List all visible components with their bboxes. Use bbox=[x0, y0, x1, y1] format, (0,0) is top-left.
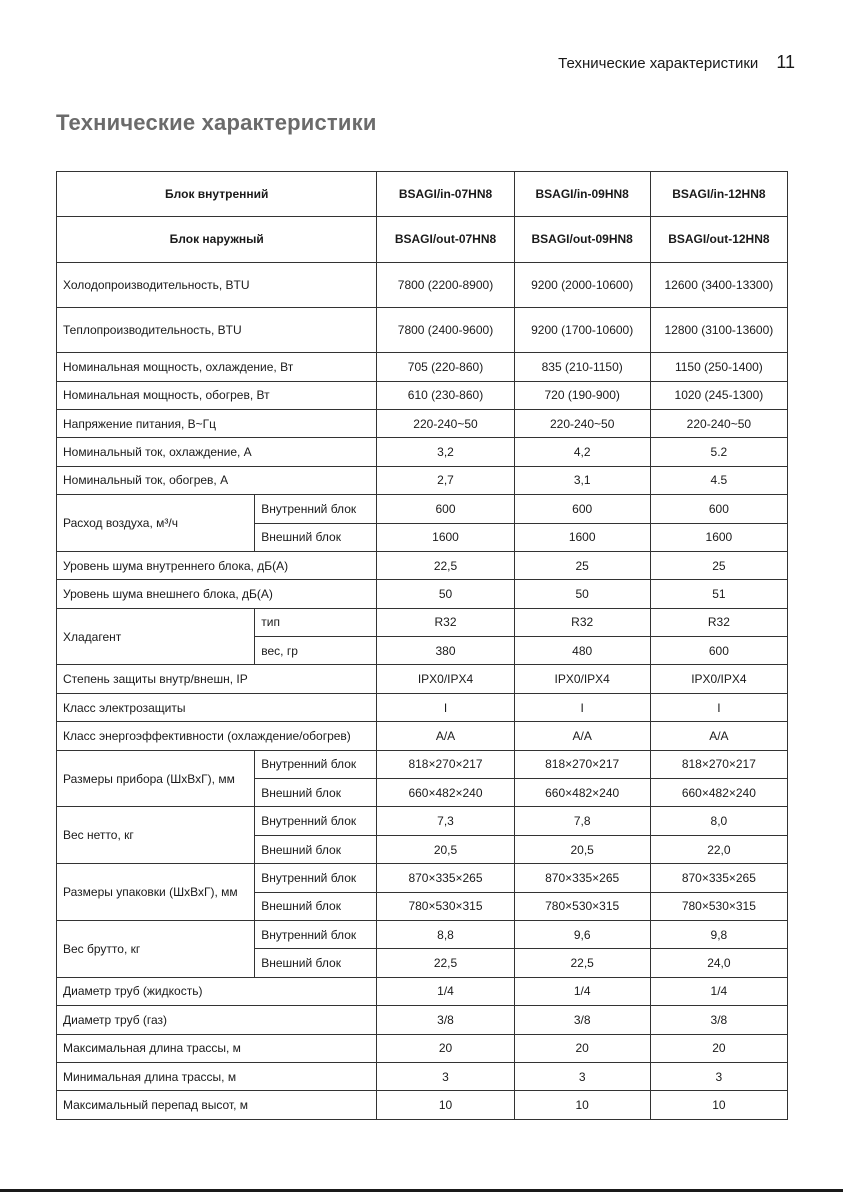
row-value: 12600 (3400-13300) bbox=[650, 262, 787, 307]
row-value: 3/8 bbox=[377, 1006, 514, 1034]
row-value: 780×530×315 bbox=[377, 892, 514, 920]
spec-row-dimensions-indoor bbox=[57, 750, 788, 778]
spec-row-noise-outdoor bbox=[57, 580, 788, 608]
spec-row-noise-indoor bbox=[57, 551, 788, 579]
row-value: 51 bbox=[650, 580, 787, 608]
row-value: 1020 (245-1300) bbox=[650, 381, 787, 409]
row-value: 24,0 bbox=[650, 949, 787, 977]
row-value: 9200 (1700-10600) bbox=[514, 307, 650, 352]
sub-row-label: Внутренний блок bbox=[255, 495, 377, 523]
row-value: 25 bbox=[650, 551, 787, 579]
row-value: 3 bbox=[650, 1062, 787, 1090]
row-value: A/A bbox=[514, 722, 650, 750]
row-value: 1/4 bbox=[514, 977, 650, 1005]
row-value: 3/8 bbox=[514, 1006, 650, 1034]
row-value: 8,8 bbox=[377, 921, 514, 949]
row-value: 600 bbox=[514, 495, 650, 523]
row-value: 1/4 bbox=[650, 977, 787, 1005]
spec-row-voltage bbox=[57, 409, 788, 437]
spec-row-airflow-indoor bbox=[57, 495, 788, 523]
row-value: 3 bbox=[377, 1062, 514, 1090]
row-value: 20,5 bbox=[377, 835, 514, 863]
row-value: 600 bbox=[650, 495, 787, 523]
row-label: Минимальная длина трассы, м bbox=[57, 1062, 377, 1090]
sub-row-label: Внешний блок bbox=[255, 523, 377, 551]
row-value: 2,7 bbox=[377, 466, 514, 494]
row-value: 1600 bbox=[377, 523, 514, 551]
row-value: 8,0 bbox=[650, 807, 787, 835]
row-label: Диаметр труб (жидкость) bbox=[57, 977, 377, 1005]
row-label: Класс энергоэффективности (охлаждение/обогрев) bbox=[57, 722, 377, 750]
spec-row-refrigerant-type bbox=[57, 608, 788, 636]
row-label: Максимальный перепад высот, м bbox=[57, 1091, 377, 1119]
spec-row-current-heating bbox=[57, 466, 788, 494]
row-value: 22,5 bbox=[377, 551, 514, 579]
row-value: 835 (210-1150) bbox=[514, 353, 650, 381]
spec-row-power-heating bbox=[57, 381, 788, 409]
row-value: 600 bbox=[377, 495, 514, 523]
row-value: 480 bbox=[514, 637, 650, 665]
row-label: Расход воздуха, м³/ч bbox=[57, 495, 255, 552]
spec-row-pipe-liquid bbox=[57, 977, 788, 1005]
spec-table bbox=[56, 171, 788, 1120]
row-value: IPX0/IPX4 bbox=[514, 665, 650, 693]
row-value: R32 bbox=[650, 608, 787, 636]
row-value: 705 (220-860) bbox=[377, 353, 514, 381]
row-value: 660×482×240 bbox=[650, 779, 787, 807]
row-label: Холодопроизводительность, BTU bbox=[57, 262, 377, 307]
row-label: Номинальный ток, охлаждение, А bbox=[57, 438, 377, 466]
row-value: 3,2 bbox=[377, 438, 514, 466]
row-value: 20 bbox=[377, 1034, 514, 1062]
sub-row-label: вес, гр bbox=[255, 637, 377, 665]
spec-row-cooling-capacity bbox=[57, 262, 788, 307]
sub-row-label: Внешний блок bbox=[255, 779, 377, 807]
row-value: 610 (230-860) bbox=[377, 381, 514, 409]
row-value: 3/8 bbox=[650, 1006, 787, 1034]
row-value: 660×482×240 bbox=[514, 779, 650, 807]
row-value: 10 bbox=[650, 1091, 787, 1119]
indoor-model-07: BSAGI/in-07HN8 bbox=[377, 172, 514, 217]
indoor-unit-header: Блок внутренний bbox=[57, 172, 377, 217]
row-label: Вес брутто, кг bbox=[57, 921, 255, 978]
spec-row-energy-class bbox=[57, 722, 788, 750]
spec-row-net-weight-indoor bbox=[57, 807, 788, 835]
row-label: Размеры упаковки (ШхВхГ), мм bbox=[57, 864, 255, 921]
row-value: 22,5 bbox=[514, 949, 650, 977]
outdoor-models-row bbox=[57, 217, 788, 262]
row-label: Номинальная мощность, охлаждение, Вт bbox=[57, 353, 377, 381]
spec-row-package-indoor bbox=[57, 864, 788, 892]
row-value: 9,8 bbox=[650, 921, 787, 949]
outdoor-model-09: BSAGI/out-09HN8 bbox=[514, 217, 650, 262]
row-label: Размеры прибора (ШхВхГ), мм bbox=[57, 750, 255, 807]
row-value: 9,6 bbox=[514, 921, 650, 949]
row-value: R32 bbox=[514, 608, 650, 636]
row-value: 3 bbox=[514, 1062, 650, 1090]
row-label: Диаметр труб (газ) bbox=[57, 1006, 377, 1034]
row-value: 818×270×217 bbox=[650, 750, 787, 778]
row-value: 1150 (250-1400) bbox=[650, 353, 787, 381]
row-value: 25 bbox=[514, 551, 650, 579]
row-value: 870×335×265 bbox=[514, 864, 650, 892]
row-value: IPX0/IPX4 bbox=[377, 665, 514, 693]
row-value: 7,3 bbox=[377, 807, 514, 835]
row-value: I bbox=[514, 693, 650, 721]
row-value: 7,8 bbox=[514, 807, 650, 835]
row-label: Напряжение питания, В~Гц bbox=[57, 409, 377, 437]
row-label: Теплопроизводительность, BTU bbox=[57, 307, 377, 352]
spec-row-min-length bbox=[57, 1062, 788, 1090]
row-value: 12800 (3100-13600) bbox=[650, 307, 787, 352]
row-value: 1/4 bbox=[377, 977, 514, 1005]
row-value: 4.5 bbox=[650, 466, 787, 494]
row-value: 7800 (2200-8900) bbox=[377, 262, 514, 307]
row-value: 9200 (2000-10600) bbox=[514, 262, 650, 307]
spec-row-heating-capacity bbox=[57, 307, 788, 352]
row-value: 20 bbox=[650, 1034, 787, 1062]
row-value: 600 bbox=[650, 637, 787, 665]
spec-row-pipe-gas bbox=[57, 1006, 788, 1034]
row-value: 1600 bbox=[650, 523, 787, 551]
indoor-models-row bbox=[57, 172, 788, 217]
row-label: Номинальный ток, обогрев, А bbox=[57, 466, 377, 494]
outdoor-model-12: BSAGI/out-12HN8 bbox=[650, 217, 787, 262]
row-value: 10 bbox=[377, 1091, 514, 1119]
row-value: 380 bbox=[377, 637, 514, 665]
row-value: 10 bbox=[514, 1091, 650, 1119]
row-label: Класс электрозащиты bbox=[57, 693, 377, 721]
row-value: 4,2 bbox=[514, 438, 650, 466]
sub-row-label: Внутренний блок bbox=[255, 921, 377, 949]
spec-row-max-height-diff bbox=[57, 1091, 788, 1119]
row-value: A/A bbox=[377, 722, 514, 750]
row-value: 220-240~50 bbox=[377, 409, 514, 437]
spec-row-ip-rating bbox=[57, 665, 788, 693]
row-label: Уровень шума внутреннего блока, дБ(А) bbox=[57, 551, 377, 579]
row-label: Вес нетто, кг bbox=[57, 807, 255, 864]
row-value: 780×530×315 bbox=[650, 892, 787, 920]
row-value: 220-240~50 bbox=[514, 409, 650, 437]
row-label: Номинальная мощность, обогрев, Вт bbox=[57, 381, 377, 409]
sub-row-label: Внешний блок bbox=[255, 835, 377, 863]
row-value: 22,0 bbox=[650, 835, 787, 863]
sub-row-label: Внешний блок bbox=[255, 949, 377, 977]
row-value: 7800 (2400-9600) bbox=[377, 307, 514, 352]
row-value: 220-240~50 bbox=[650, 409, 787, 437]
spec-row-current-cooling bbox=[57, 438, 788, 466]
row-label: Максимальная длина трассы, м bbox=[57, 1034, 377, 1062]
row-value: 818×270×217 bbox=[514, 750, 650, 778]
row-value: 870×335×265 bbox=[377, 864, 514, 892]
indoor-model-12: BSAGI/in-12HN8 bbox=[650, 172, 787, 217]
sub-row-label: тип bbox=[255, 608, 377, 636]
row-value: 780×530×315 bbox=[514, 892, 650, 920]
running-header bbox=[558, 52, 795, 73]
spec-row-gross-weight-indoor bbox=[57, 921, 788, 949]
outdoor-unit-header: Блок наружный bbox=[57, 217, 377, 262]
row-value: 3,1 bbox=[514, 466, 650, 494]
row-value: 5.2 bbox=[650, 438, 787, 466]
sub-row-label: Внутренний блок bbox=[255, 864, 377, 892]
indoor-model-09: BSAGI/in-09HN8 bbox=[514, 172, 650, 217]
row-value: 20,5 bbox=[514, 835, 650, 863]
page-title: Технические характеристики bbox=[56, 110, 377, 135]
row-value: 50 bbox=[377, 580, 514, 608]
row-value: 22,5 bbox=[377, 949, 514, 977]
row-value: 50 bbox=[514, 580, 650, 608]
row-label: Хладагент bbox=[57, 608, 255, 665]
row-value: A/A bbox=[650, 722, 787, 750]
row-value: 870×335×265 bbox=[650, 864, 787, 892]
sub-row-label: Внутренний блок bbox=[255, 750, 377, 778]
running-header-title: Технические характеристики bbox=[558, 55, 759, 72]
row-value: IPX0/IPX4 bbox=[650, 665, 787, 693]
row-label: Уровень шума внешнего блока, дБ(А) bbox=[57, 580, 377, 608]
sub-row-label: Внешний блок bbox=[255, 892, 377, 920]
row-label: Степень защиты внутр/внешн, IP bbox=[57, 665, 377, 693]
spec-row-power-cooling bbox=[57, 353, 788, 381]
outdoor-model-07: BSAGI/out-07HN8 bbox=[377, 217, 514, 262]
row-value: 720 (190-900) bbox=[514, 381, 650, 409]
page-number: 11 bbox=[776, 52, 795, 72]
spec-row-max-length bbox=[57, 1034, 788, 1062]
row-value: 818×270×217 bbox=[377, 750, 514, 778]
row-value: 20 bbox=[514, 1034, 650, 1062]
row-value: R32 bbox=[377, 608, 514, 636]
row-value: 660×482×240 bbox=[377, 779, 514, 807]
row-value: I bbox=[650, 693, 787, 721]
row-value: I bbox=[377, 693, 514, 721]
row-value: 1600 bbox=[514, 523, 650, 551]
sub-row-label: Внутренний блок bbox=[255, 807, 377, 835]
spec-row-electric-class bbox=[57, 693, 788, 721]
